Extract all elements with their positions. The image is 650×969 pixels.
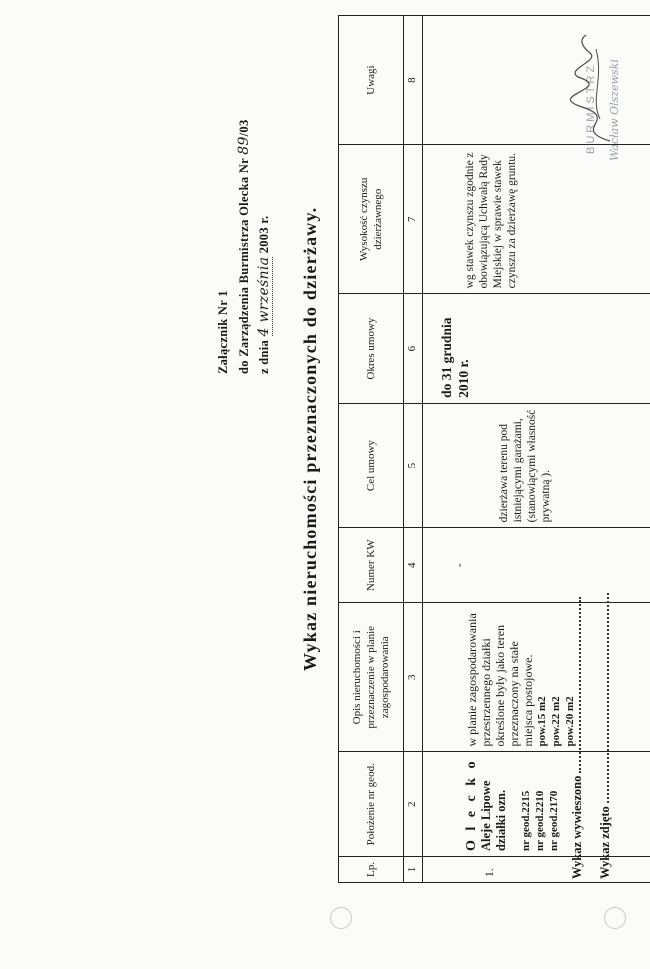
colnum-6: 6 <box>404 294 423 403</box>
row-purpose: dzierżawa terenu pod istniejącymi garażami, (stanowiącymi własność prywatną ). <box>423 403 650 528</box>
header-rent: Wysokość czynszu dzierżawnego <box>339 145 404 294</box>
description-text: w planie zagospodarowania przestrzennego działki określone były jako teren przeznaczony na stałe miejsca postojowe. <box>465 613 535 747</box>
stamp-title: BURMISTRZ <box>585 62 597 154</box>
date-handwritten: 4 września <box>256 256 272 337</box>
posted-line <box>570 597 585 879</box>
parcel-3: nr geod.2170 <box>548 790 560 852</box>
parcel-1: nr geod.2215 <box>520 790 532 852</box>
colnum-7: 7 <box>404 145 423 294</box>
header-kw: Numer KW <box>339 528 404 603</box>
colnum-5: 5 <box>404 403 423 528</box>
row-period: do 31 grudnia 2010 r. <box>423 294 650 403</box>
stamp-name: Wacław Olszewski <box>608 59 621 161</box>
removed-label: Wykaz zdjęto <box>598 806 612 879</box>
location-town: O l e c k o <box>464 758 479 852</box>
row-rent: wg stawek czynszu zgodnie z obowiązującą Uchwałą Rady Miejskiej w sprawie stawek czynszu za dzierżawę gruntu. <box>423 145 650 294</box>
row-lp: 1. <box>423 857 650 883</box>
table-header-row <box>339 16 404 883</box>
date-suffix: 2003 r. <box>257 215 271 257</box>
header-notes: Uwagi <box>339 16 404 145</box>
removed-dotted-line <box>607 593 609 803</box>
row-location <box>423 752 650 857</box>
signature-icon <box>560 29 630 149</box>
ordinance-number: 89 <box>236 136 252 155</box>
posted-dotted-line <box>579 597 581 773</box>
posted-label: Wykaz wywieszono <box>570 775 584 879</box>
attachment-label: Załącznik Nr 1 <box>216 290 230 374</box>
header-period: Okres umowy <box>339 294 404 403</box>
colnum-2: 2 <box>404 752 423 857</box>
page-title: Wykaz nieruchomości przeznaczonych do dzierżawy. <box>300 206 320 671</box>
header-description: Opis nieruchomości i przeznaczenie w planie zagospodarowania <box>339 603 404 752</box>
column-number-row <box>404 16 423 883</box>
colnum-1: 1 <box>404 857 423 883</box>
row-kw: - <box>423 528 650 603</box>
punch-hole-mark <box>604 907 626 929</box>
ordinance-reference <box>236 119 252 374</box>
ordinance-prefix: do Zarządzenia Burmistrza Olecka Nr <box>237 154 251 374</box>
header-lp: Lp. <box>339 857 404 883</box>
date-prefix: z dnia <box>257 336 271 374</box>
ordinance-suffix: /03 <box>237 119 251 137</box>
area-3: pow.20 m2 <box>564 696 576 747</box>
colnum-3: 3 <box>404 603 423 752</box>
punch-hole-mark <box>330 907 352 929</box>
header-purpose: Cel umowy <box>339 403 404 528</box>
ordinance-date <box>256 216 272 374</box>
area-2: pow.22 m2 <box>550 696 562 747</box>
location-street: Aleje Lipowe działki ozn. <box>479 780 508 852</box>
parcel-2: nr geod.2210 <box>534 790 546 852</box>
colnum-8: 8 <box>404 16 423 145</box>
colnum-4: 4 <box>404 528 423 603</box>
removed-line <box>598 593 613 879</box>
row-description <box>423 603 650 752</box>
header-location: Położenie nr geod. <box>339 752 404 857</box>
area-1: pow.15 m2 <box>536 696 548 747</box>
